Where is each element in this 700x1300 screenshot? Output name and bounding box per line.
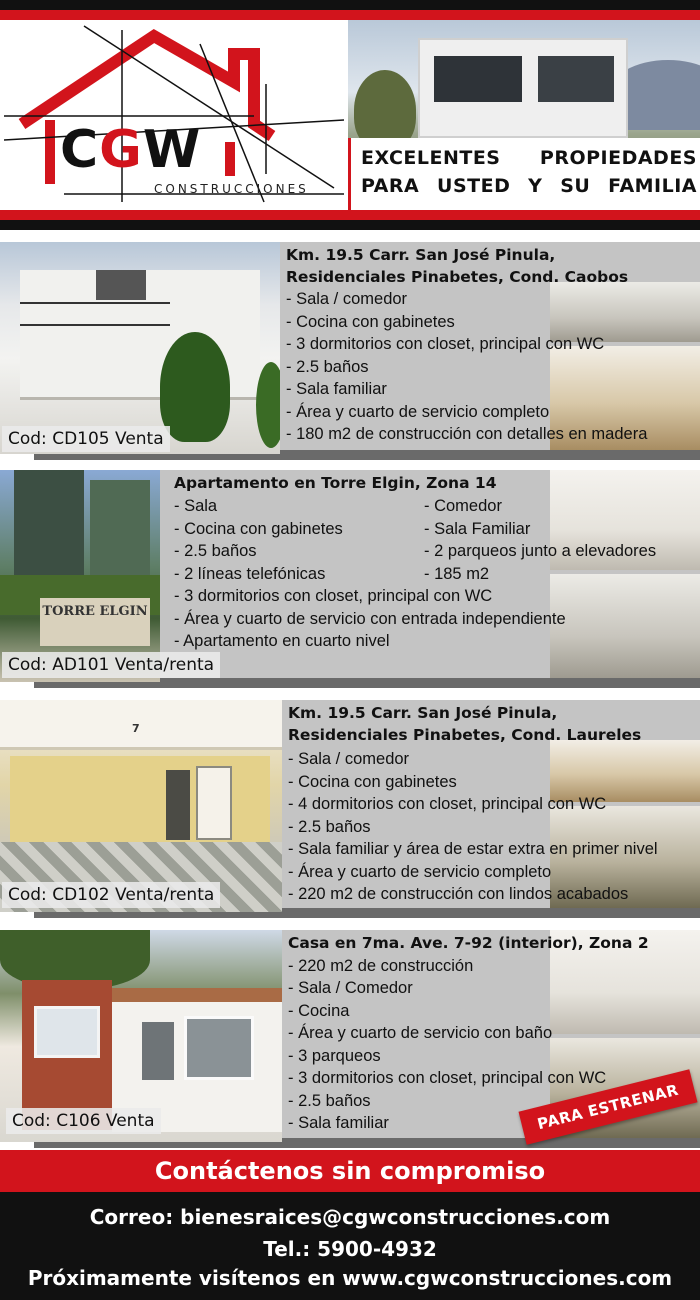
- feature-item: - 3 parqueos: [288, 1047, 381, 1065]
- feature-item: - 2 líneas telefónicas: [174, 565, 326, 583]
- feature-item: - Área y cuarto de servicio con baño: [288, 1024, 553, 1042]
- hero-modern-house: [418, 38, 628, 138]
- header-red-bar: [0, 210, 700, 220]
- feature-item: - 4 dormitorios con closet, principal con WC: [288, 795, 607, 813]
- feature-item: - Área y cuarto de servicio completo: [288, 863, 552, 881]
- bay-window: [34, 1006, 100, 1058]
- house-number: 7: [132, 722, 140, 735]
- window: [142, 1022, 174, 1080]
- top-black-bar: [0, 0, 700, 10]
- property-photo: [0, 242, 280, 454]
- header-banner: [0, 20, 700, 210]
- feature-item: - Sala / comedor: [286, 290, 408, 308]
- property-title-line-1: Km. 19.5 Carr. San José Pinula,: [288, 704, 558, 722]
- ribbon-label: PARA ESTRENAR: [535, 1080, 681, 1134]
- slogan-line-2: PARA USTED Y SU FAMILIA: [361, 175, 697, 197]
- property-code: Cod: CD105 Venta: [2, 426, 170, 452]
- slogan-box: [348, 138, 700, 210]
- property-title-line-1: Casa en 7ma. Ave. 7-92 (interior), Zona 2: [288, 934, 649, 952]
- feature-item: - Comedor: [424, 497, 502, 515]
- listing-ad101: [0, 470, 700, 692]
- slogan-line-1: EXCELENTES PROPIEDADES: [361, 147, 697, 169]
- feature-item: - Área y cuarto de servicio completo: [286, 403, 550, 421]
- property-title-line-2: Residenciales Pinabetes, Cond. Caobos: [286, 268, 629, 286]
- roof: [110, 988, 282, 1002]
- stone-sign: [40, 598, 150, 646]
- tree: [160, 332, 230, 442]
- feature-item: - 3 dormitorios con closet, principal con WC: [174, 587, 493, 605]
- feature-item: - Área y cuarto de servicio con entrada independiente: [174, 610, 566, 628]
- hero-photo: [348, 20, 700, 210]
- feature-item: - 2.5 baños: [288, 1092, 371, 1110]
- header-black-bar: [0, 220, 700, 230]
- contact-phone: Tel.: 5900-4932: [263, 1237, 437, 1261]
- tower-building: [14, 470, 84, 590]
- window: [96, 270, 146, 300]
- upper-wall: [0, 700, 282, 750]
- property-code: Cod: C106 Venta: [6, 1108, 161, 1134]
- balcony-railing: [20, 302, 170, 326]
- property-photo: [0, 700, 282, 912]
- feature-item: - Cocina con gabinetes: [286, 313, 455, 331]
- contact-email: Correo: bienesraices@cgwconstrucciones.com: [89, 1205, 611, 1229]
- feature-item: - Cocina con gabinetes: [174, 520, 343, 538]
- door: [196, 766, 232, 840]
- sign-text: TORRE ELGIN: [42, 604, 148, 619]
- top-red-bar: [0, 10, 700, 20]
- feature-item: - Sala / Comedor: [288, 979, 413, 997]
- property-code: Cod: CD102 Venta/renta: [2, 882, 220, 908]
- feature-item: - Sala familiar y área de estar extra en primer nivel: [288, 840, 658, 858]
- tree: [256, 362, 280, 448]
- contact-title: Contáctenos sin compromiso: [154, 1157, 546, 1185]
- listing-cd105: [0, 242, 700, 464]
- property-title-line-1: Apartamento en Torre Elgin, Zona 14: [174, 474, 497, 492]
- tower-building: [90, 480, 150, 580]
- feature-item: - 220 m2 de construcción con lindos acabados: [288, 885, 629, 903]
- feature-item: - 2.5 baños: [286, 358, 369, 376]
- property-title-line-2: Residenciales Pinabetes, Cond. Laureles: [288, 726, 642, 744]
- feature-item: - 3 dormitorios con closet, principal con WC: [286, 335, 605, 353]
- feature-item: - 2 parqueos junto a elevadores: [424, 542, 657, 560]
- feature-item: - Apartamento en cuarto nivel: [174, 632, 390, 650]
- window: [184, 1016, 254, 1080]
- logo-wordmark: CGW: [60, 120, 202, 180]
- property-title-line-1: Km. 19.5 Carr. San José Pinula,: [286, 246, 556, 264]
- feature-item: - Cocina con gabinetes: [288, 773, 457, 791]
- feature-item: - 180 m2 de construcción con detalles en madera: [286, 425, 648, 443]
- feature-item: - 185 m2: [424, 565, 490, 583]
- feature-item: - 2.5 baños: [174, 542, 257, 560]
- property-photo: [0, 470, 160, 682]
- feature-item: - Sala / comedor: [288, 750, 410, 768]
- property-code: Cod: AD101 Venta/renta: [2, 652, 220, 678]
- listing-cd102: [0, 700, 700, 922]
- interior-photo-room: [550, 574, 700, 678]
- feature-item: - Sala: [174, 497, 218, 515]
- feature-item: - Sala Familiar: [424, 520, 531, 538]
- feature-item: - Cocina: [288, 1002, 350, 1020]
- front-door: [166, 770, 190, 840]
- cgw-logo: [4, 24, 344, 206]
- feature-item: - 220 m2 de construcción: [288, 957, 474, 975]
- logo-subtitle: CONSTRUCCIONES: [154, 182, 309, 196]
- feature-item: - 2.5 baños: [288, 818, 371, 836]
- feature-item: - Sala familiar: [286, 380, 387, 398]
- feature-item: - Sala familiar: [288, 1114, 389, 1132]
- contact-website: Próximamente visítenos en www.cgwconstrucciones.com: [27, 1266, 673, 1290]
- feature-item: - 3 dormitorios con closet, principal con WC: [288, 1069, 607, 1087]
